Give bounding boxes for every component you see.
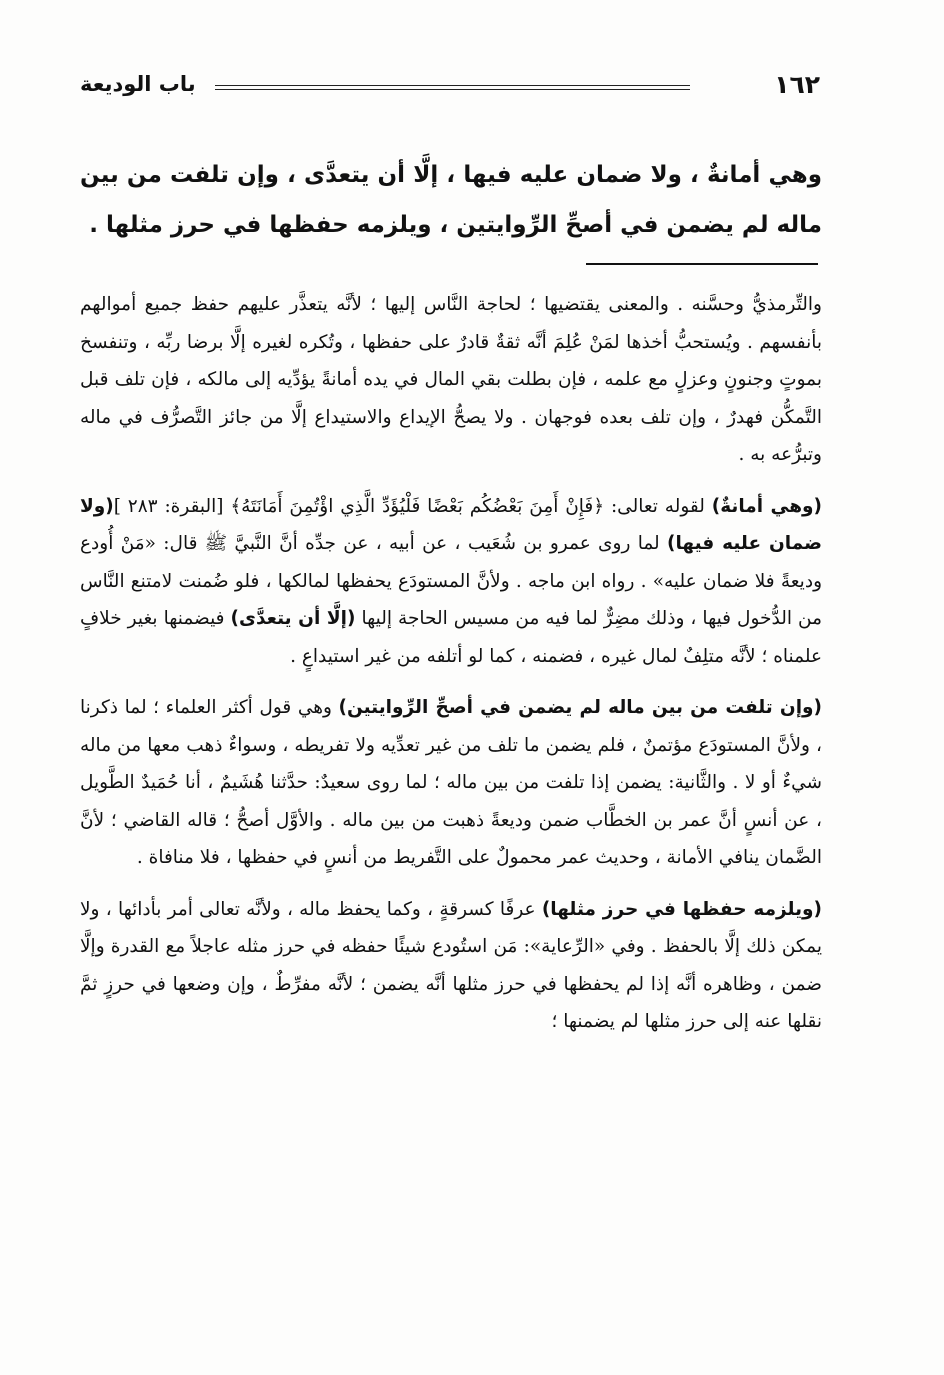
commentary-paragraph-1 — [80, 286, 822, 474]
footnote-separator — [586, 263, 818, 265]
page-header — [80, 70, 820, 106]
commentary-text: فيضمنها بغير خلافٍ علمناه ؛ لأنَّه متلِفٌ لمال غيره ، فضمنه ، كما لو أتلفه من غير استيداعٍ . — [80, 608, 822, 667]
quoted-main-text: (ويلزمه حفظها في حرز مثلها) — [541, 898, 822, 920]
main-text: وهي أمانةٌ ، ولا ضمان عليه فيها ، إلَّا أن يتعدَّى ، وإن تلفت من بين ماله لم يضمن في أصحِّ الرِّوايتين ، ويلزمه حفظها في حرز مثلها . — [80, 162, 822, 238]
quoted-main-text: (وإن تلفت من بين ماله لم يضمن في أصحِّ الرِّوايتين) — [338, 697, 822, 718]
quoted-main-text: (إلَّا أن يتعدَّى) — [230, 608, 356, 629]
commentary-paragraph-4 — [80, 891, 822, 1041]
commentary-paragraph-3 — [80, 689, 822, 877]
header-rule — [215, 85, 690, 90]
commentary — [80, 286, 822, 1041]
chapter-title: باب الوديعة — [80, 72, 196, 96]
commentary-text: عرفًا كسرقةٍ ، وكما يحفظ ماله ، ولأنَّه تعالى أمر بأدائها ، ولا يمكن ذلك إلَّا بالحفظ . وفي «الرِّعاية»: مَن استُودع شيئًا حفظه في حرز مثله عاجلاً مع القدرة وإلَّا ضمن ، وظاهره أنَّه إذا لم يحفظها في حرز مثلها أنَّه يضمن ؛ لأنَّه مفرِّطٌ ، وإن وضعها في حرزٍ ثمَّ نقلها عنه إلى حرز مثلها لم يضمنها ؛ — [80, 898, 822, 1032]
commentary-text: لقوله تعالى: ﴿فَإِنْ أَمِنَ بَعْضُكُم بَعْضًا فَلْيُؤَدِّ الَّذِي اؤْتُمِنَ أَمَانَتَهُ﴾ [البقرة: ٢٨٣ ] — [113, 495, 712, 517]
page-number: ١٦٢ — [774, 70, 820, 99]
quoted-main-text: (وهي أمانةٌ) — [711, 495, 822, 517]
commentary-text: وهي قول أكثر العلماء ؛ لما ذكرنا ، ولأنَّ المستودَع مؤتمنٌ ، فلم يضمن ما تلف من غير تعدِّيه ولا تفريطه ، وسواءٌ ذهب معها من ماله شيءٌ أو لا . والثَّانية: يضمن إذا تلفت من بين ماله ؛ لما روى سعيدٌ: حدَّثنا هُشَيمٌ ، أنا حُمَيدٌ الطَّويل ، عن أنسٍ أنَّ عمر بن الخطَّاب ضمن وديعةً ذهبت من بين ماله . والأوَّل أصحُّ ؛ قاله القاضي ؛ لأنَّ الضَّمان ينافي الأمانة ، وحديث عمر محمولٌ على التَّفريط من أنسٍ في حفظها ، فلا منافاة . — [80, 697, 822, 868]
commentary-paragraph-2 — [80, 488, 822, 676]
commentary-text: لما روى عمرو بن شُعَيب ، عن أبيه ، عن جدِّه أنَّ النَّبيَّ ﷺ قال: «مَنْ أُودع وديعةً فلا ضمان عليه» . رواه ابن ماجه . ولأنَّ المستودَع يحفظها لمالكها ، فلو ضُمنت لامتنع النَّاس من الدُّخول فيها ، وذلك مضِرٌّ لما فيه من مسيس الحاجة إليها — [80, 533, 822, 629]
commentary-text: والتِّرمذيُّ وحسَّنه . والمعنى يقتضيها ؛ لحاجة النَّاس إليها ؛ لأنَّه يتعذَّر عليهم حفظ جميع أموالهم بأنفسهم . ويُستحبُّ أخذها لمَنْ عُلِمَ أنَّه ثقةٌ قادرٌ على حفظها ، وتُكره لغيره إلَّا برضا ربِّه ، وتنفسخ بموتٍ وجنونٍ وعزلٍ مع علمه ، فإن بطلت بقي المال في يده أمانةً يؤدِّيه إلى مالكه ، فإن تلف قبل التَّمكُّن فهدرٌ ، وإن تلف بعده فوجهان . ولا يصحُّ الإيداع والاستيداع إلَّا من جائز التَّصرُّف في ماله وتبرُّعه به . — [80, 294, 822, 465]
quoted-main-text: (ولا ضمان عليه فيها) — [80, 495, 823, 554]
